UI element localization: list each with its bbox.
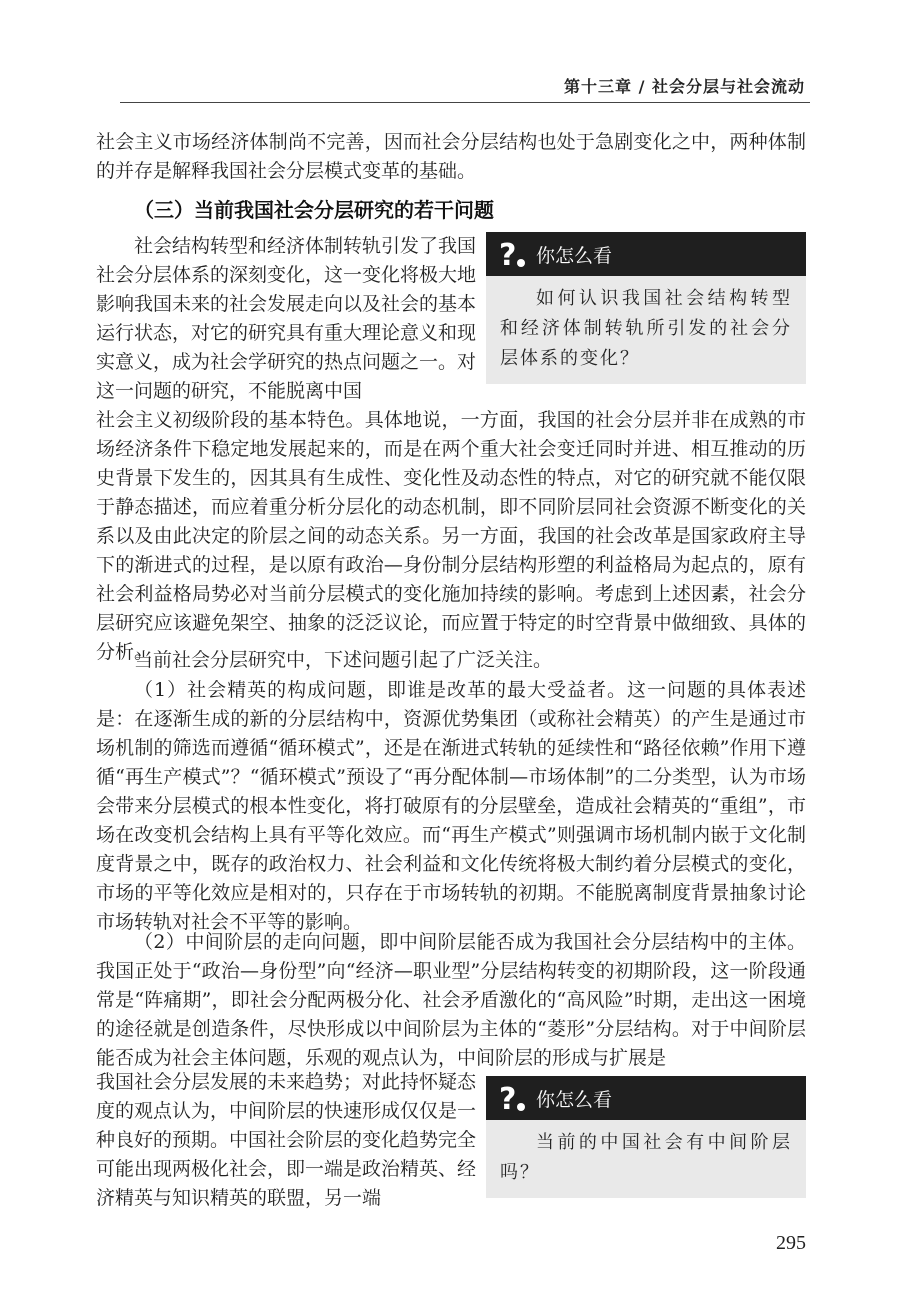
sidebar-1-header [486,232,806,276]
running-header: 第十三章 / 社会分层与社会流动 [564,77,805,96]
sidebar-2-title: 你怎么看 [536,1088,613,1111]
paragraph-2: 当前社会分层研究中，下述问题引起了广泛关注。 [134,649,553,671]
sidebar-2-header [486,1076,806,1120]
question-mark-icon [496,237,530,271]
intro-paragraph: 社会主义市场经济体制尚不完善，因而社会分层结构也处于急剧变化之中，两种体制的并存是解释我国社会分层模式变革的基础。 [96,131,806,182]
sidebar-what-do-you-think-1 [486,232,806,384]
paragraph-4-narrow: 我国社会分层发展的未来趋势；对此持怀疑态度的观点认为，中间阶层的快速形成仅仅是一种良好的预期。中国社会阶层的变化趋势完全可能出现两极化社会，即一端是政治精英、经济精英与知识精英的联盟，另一端 [96,1071,477,1209]
sidebar-1-title: 你怎么看 [536,244,613,267]
sidebar-1-question: 如何认识我国社会结构转型和经济体制转轨所引发的社会分层体系的变化？ [500,288,792,369]
question-mark-icon [496,1081,530,1115]
paragraph-1-full: 社会主义初级阶段的基本特色。具体地说，一方面，我国的社会分层并非在成熟的市场经济条件下稳定地发展起来的，而是在两个重大社会变迁同时并进、相互推动的历史背景下发生的，因其具有生成性、变化性及动态性的特点，对它的研究就不能仅限于静态描述，而应着重分析分层化的动态机制，即不同阶层同社会资源不断变化的关系以及由此决定的阶层之间的动态关系。另一方面，我国的社会改革是国家政府主导下的渐进式的过程，是以原有政治—身份制分层结构形塑的利益格局为起点的，原有社会利益格局势必对当前分层模式的变化施加持续的影响。考虑到上述因素，社会分层研究应该避免架空、抽象的泛泛议论，而应置于特定的时空背景中做细致、具体的分析。 [96,409,806,663]
paragraph-3: （1）社会精英的构成问题，即谁是改革的最大受益者。这一问题的具体表述是：在逐渐生成的新的分层结构中，资源优势集团（或称社会精英）的产生是通过市场机制的筛选而遵循“循环模式”，还是在渐进式转轨的延续性和“路径依赖”作用下遵循“再生产模式”？“循环模式”预设了“再分配体制—市场体制”的二分类型，认为市场会带来分层模式的根本性变化，将打破原有的分层壁垒，造成社会精英的“重组”，市场在改变机会结构上具有平等化效应。而“再生产模式”则强调市场机制内嵌于文化制度背景之中，既存的政治权力、社会利益和文化传统将极大制约着分层模式的变化，市场的平等化效应是相对的，只存在于市场转轨的初期。不能脱离制度背景抽象讨论市场转轨对社会不平等的影响。 [96,679,806,933]
paragraph-4-full: （2）中间阶层的走向问题，即中间阶层能否成为我国社会分层结构中的主体。我国正处于“政治—身份型”向“经济—职业型”分层结构转变的初期阶段，这一阶段通常是“阵痛期”，即社会分配两极分化、社会矛盾激化的“高风险”时期，走出这一困境的途径就是创造条件，尽快形成以中间阶层为主体的“菱形”分层结构。对于中间阶层能否成为社会主体问题，乐观的观点认为，中间阶层的形成与扩展是 [96,931,806,1069]
sidebar-2-question: 当前的中国社会有中间阶层吗？ [500,1132,792,1183]
section-heading: （三）当前我国社会分层研究的若干问题 [134,198,494,222]
svg-text:?: ? [499,238,517,271]
sidebar-what-do-you-think-2 [486,1076,806,1198]
page-number: 295 [776,1232,806,1254]
svg-text:?: ? [499,1082,517,1115]
paragraph-1-narrow: 社会结构转型和经济体制转轨引发了我国社会分层体系的深刻变化，这一变化将极大地影响我国未来的社会发展走向以及社会的基本运行状态，对它的研究具有重大理论意义和现实意义，成为社会学研究的热点问题之一。对这一问题的研究，不能脱离中国 [96,235,477,402]
header-rule [120,102,810,103]
